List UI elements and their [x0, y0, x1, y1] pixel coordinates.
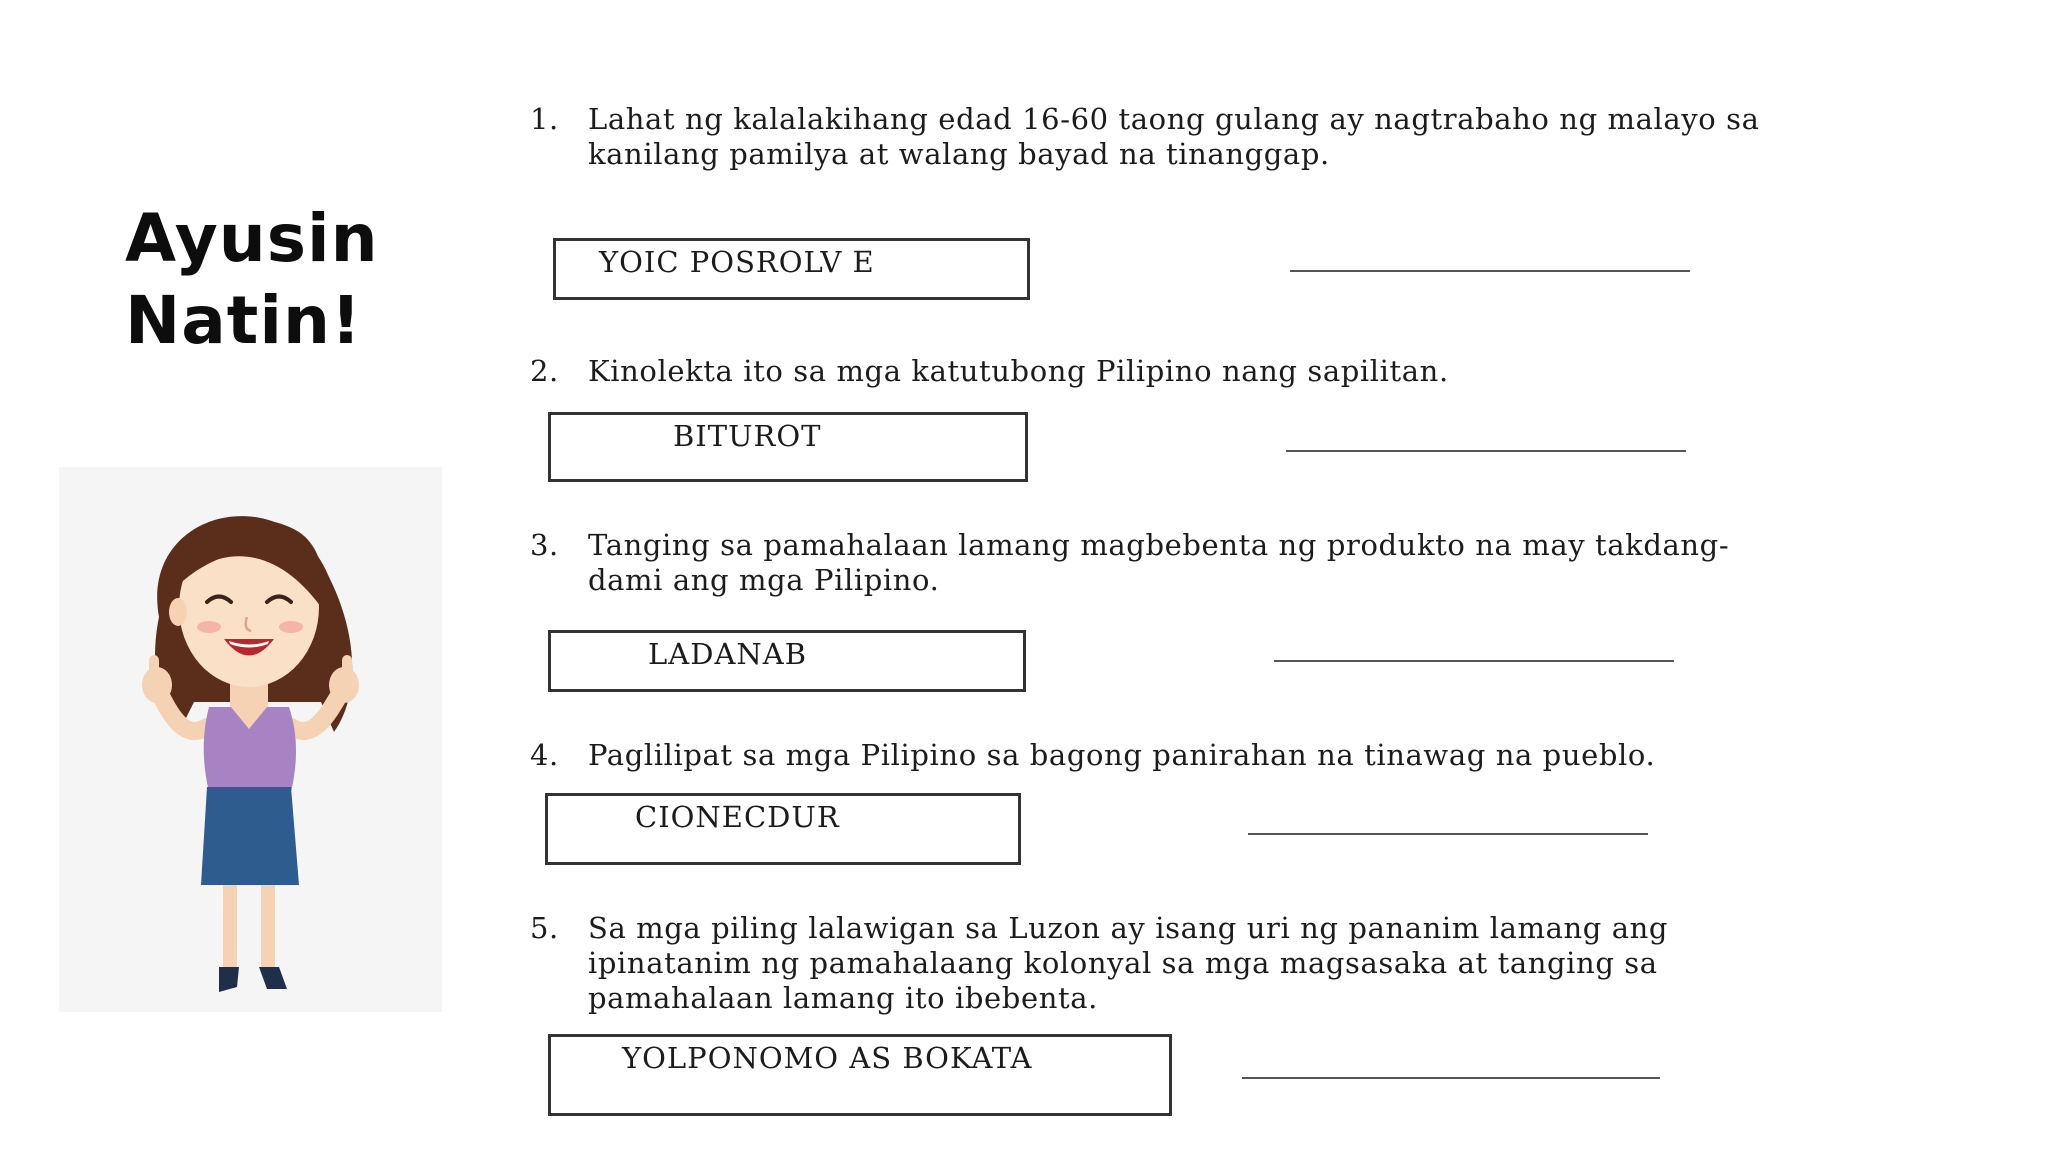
question-3-line-2: dami ang mga Pilipino.: [588, 563, 940, 597]
page-title: [125, 198, 379, 362]
question-5-answer-line[interactable]: [1242, 1077, 1660, 1079]
question-1-line-2: kanilang pamilya at walang bayad na tinanggap.: [588, 137, 1330, 171]
question-2-number: 2.: [530, 354, 559, 388]
question-3-scrambled-word: LADANAB: [648, 637, 808, 671]
title-line-2: Natin!: [125, 282, 363, 359]
question-5-line-2: ipinatanim ng pamahalaang kolonyal sa mga magsasaka at tanging sa: [588, 946, 1658, 980]
question-1-scrambled-box: [553, 238, 1030, 300]
question-5-scrambled-box: [548, 1034, 1172, 1116]
question-3-scrambled-box: [548, 630, 1026, 692]
question-4-scrambled-word: CIONECDUR: [635, 800, 840, 834]
question-4-answer-line[interactable]: [1248, 833, 1648, 835]
question-4-line-1: Paglilipat sa mga Pilipino sa bagong panirahan na tinawag na pueblo.: [588, 738, 1656, 772]
question-5-text: [588, 911, 1988, 1016]
question-2-scrambled-word: BITUROT: [673, 419, 822, 453]
question-4-text: [588, 738, 1988, 773]
teacher-illustration: [59, 467, 442, 1012]
question-1-text: [588, 102, 1988, 172]
question-4-number: 4.: [530, 738, 559, 772]
question-2-scrambled-box: [548, 412, 1028, 482]
woman-thumbs-up-icon: [59, 467, 442, 1012]
question-1-line-1: Lahat ng kalalakihang edad 16-60 taong gulang ay nagtrabaho ng malayo sa: [588, 102, 1760, 136]
question-2-answer-line[interactable]: [1286, 450, 1686, 452]
question-5-line-1: Sa mga piling lalawigan sa Luzon ay isang uri ng pananim lamang ang: [588, 911, 1669, 945]
question-1-answer-line[interactable]: [1290, 270, 1690, 272]
question-2-line-1: Kinolekta ito sa mga katutubong Pilipino nang sapilitan.: [588, 354, 1449, 388]
question-3-line-1: Tanging sa pamahalaan lamang magbebenta ng produkto na may takdang-: [588, 528, 1730, 562]
question-2-text: [588, 354, 1988, 389]
question-3-answer-line[interactable]: [1274, 660, 1674, 662]
question-5-number: 5.: [530, 911, 559, 945]
question-4-scrambled-box: [545, 793, 1021, 865]
title-line-1: Ayusin: [125, 200, 379, 277]
question-3-number: 3.: [530, 528, 559, 562]
question-5-scrambled-word: YOLPONOMO AS BOKATA: [622, 1041, 1033, 1075]
question-5-line-3: pamahalaan lamang ito ibebenta.: [588, 981, 1098, 1015]
question-3-text: [588, 528, 1988, 598]
question-1-scrambled-word: YOIC POSROLV E: [599, 245, 875, 279]
question-1-number: 1.: [530, 102, 559, 136]
